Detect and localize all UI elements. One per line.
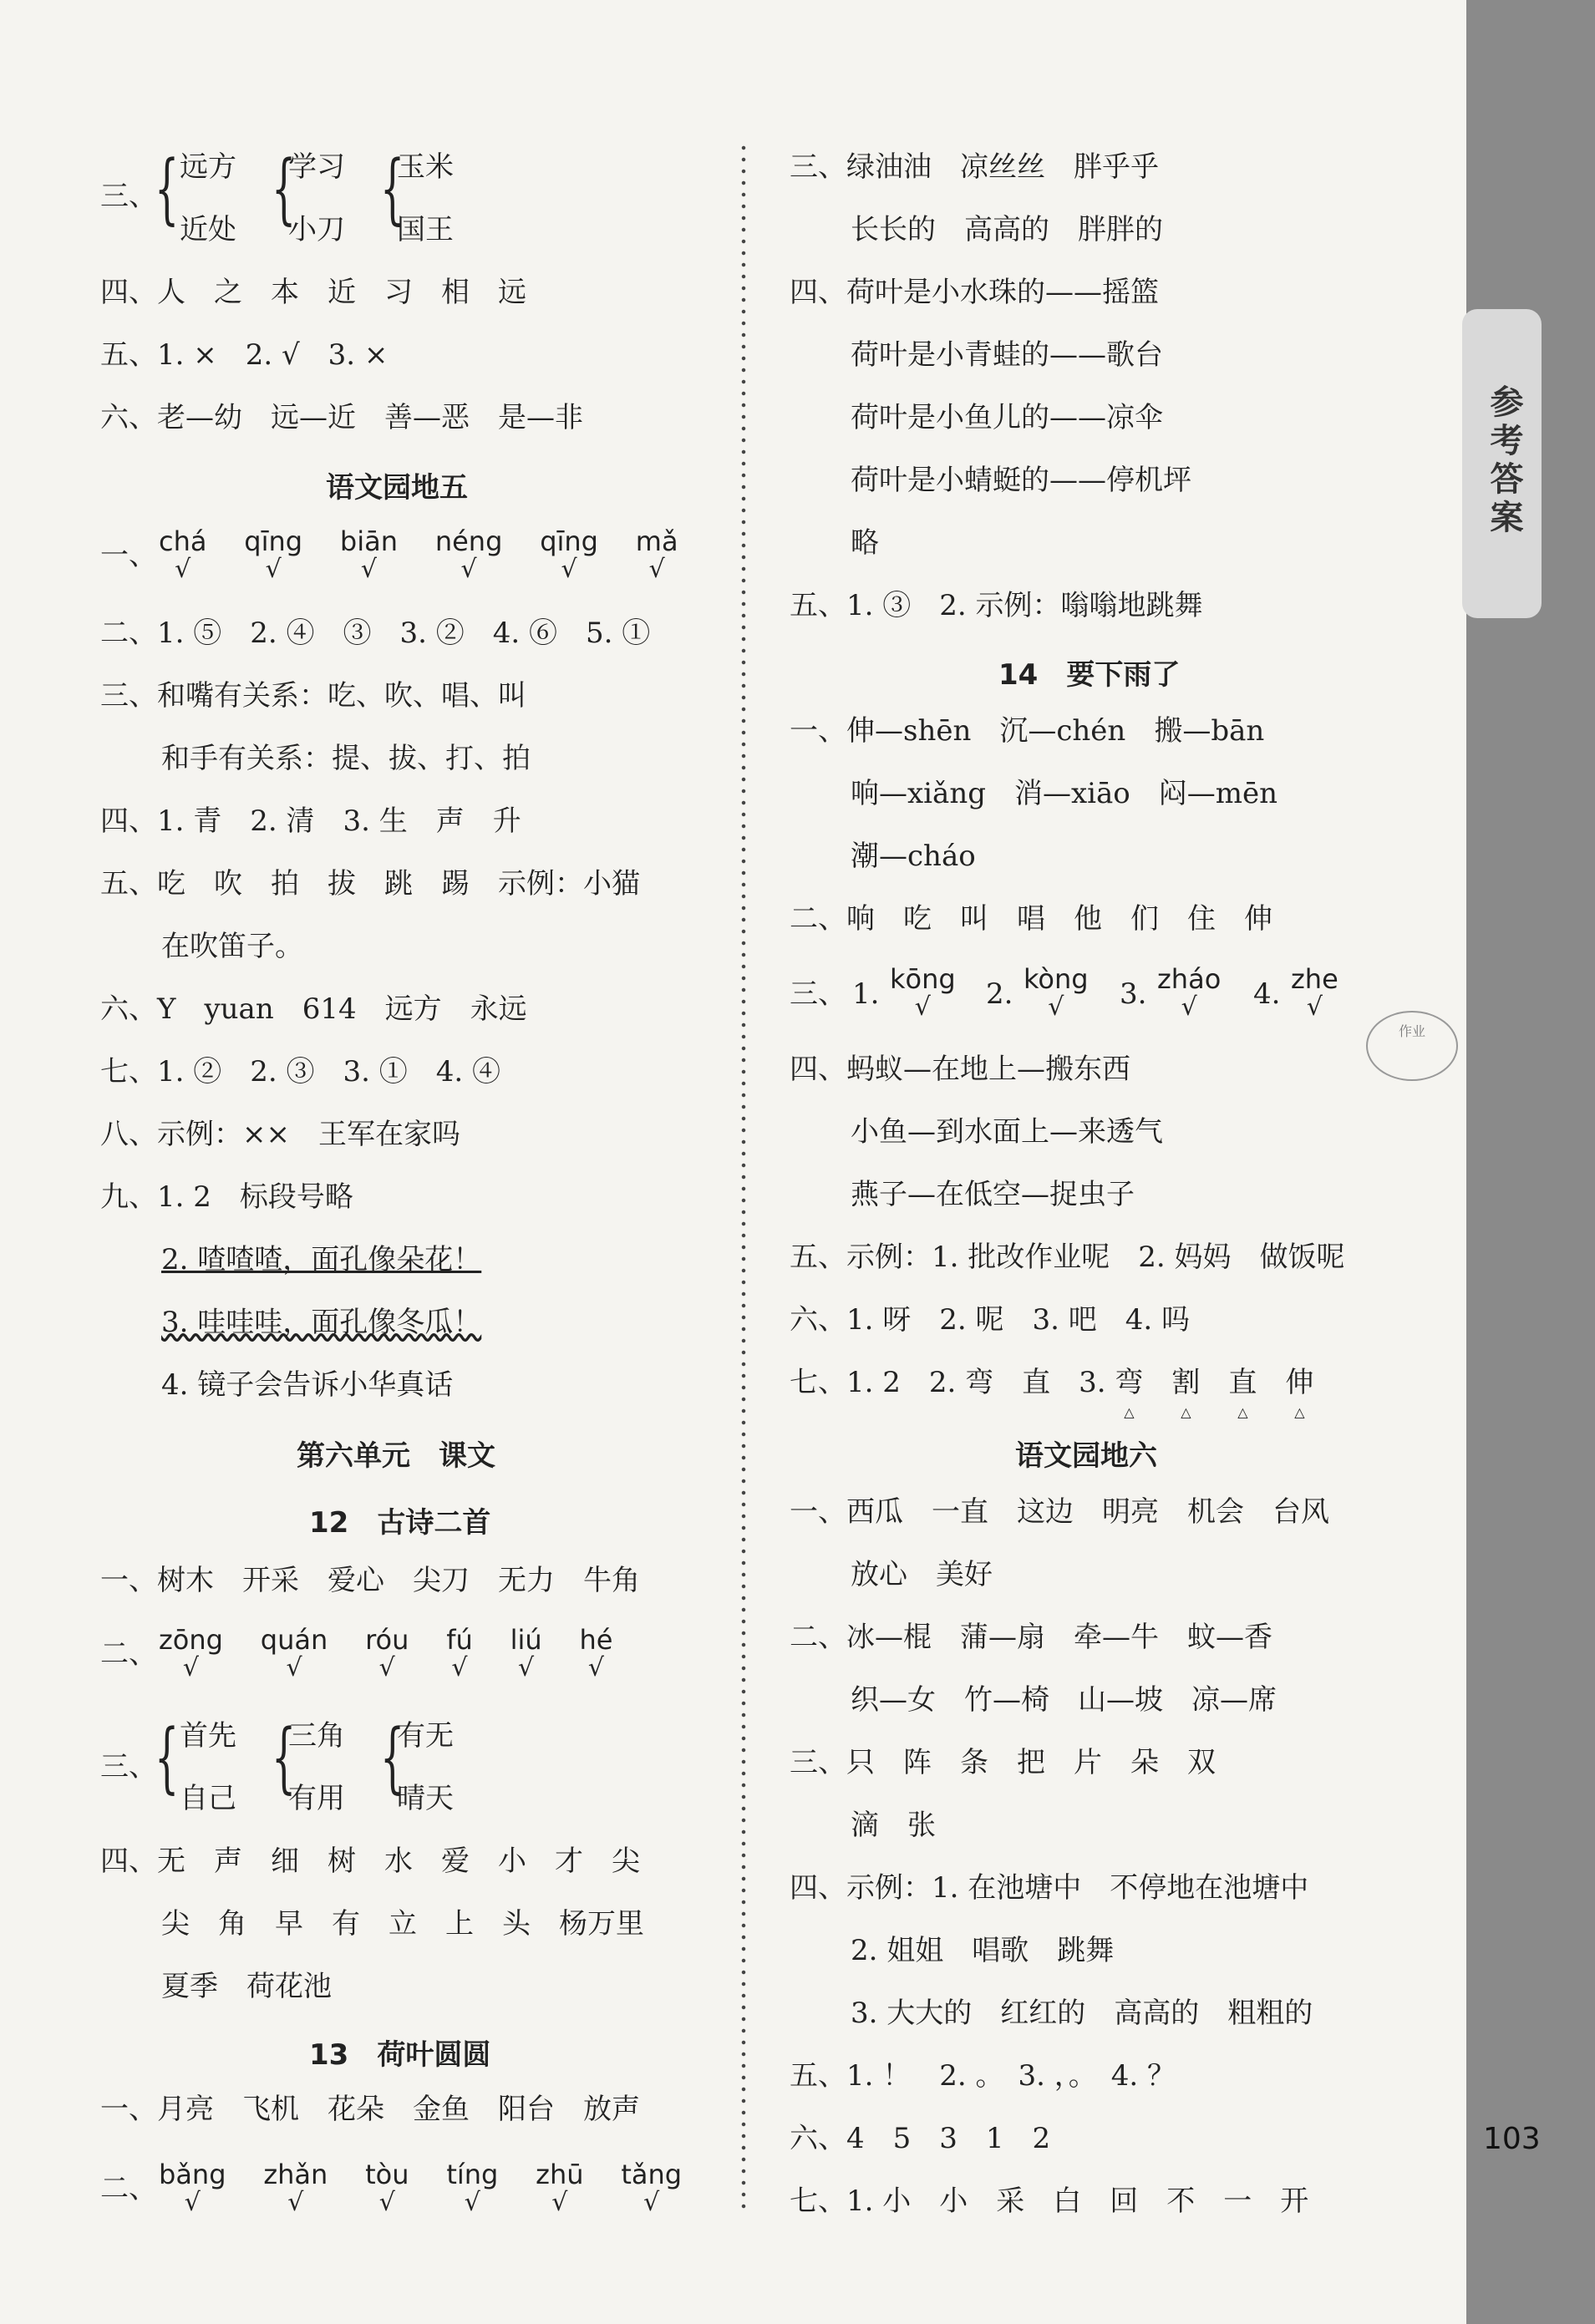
- answer-line: 四、蚂蚁—在地上—搬东西: [790, 1053, 1130, 1086]
- brace: {: [380, 144, 405, 233]
- answer-line: 六、Y yuan 614 远方 永远: [100, 992, 527, 1026]
- pinyin: kòng √: [1024, 963, 1089, 1022]
- answer-line: 六、1. 呀 2. 呢 3. 吧 4. 吗: [790, 1303, 1190, 1337]
- pinyin-row: [159, 2158, 710, 2217]
- answer-line: 一、伸—shēn 沉—chén 搬—bān: [790, 714, 1265, 748]
- answer-line: 滴 张: [851, 1809, 936, 1842]
- pinyin: qīng √: [540, 525, 598, 584]
- pinyin: liú √: [510, 1624, 542, 1682]
- pinyin: quán √: [260, 1624, 328, 1682]
- section-label: 三、: [100, 1750, 157, 1784]
- word: 国王: [397, 213, 454, 246]
- brace: {: [380, 1713, 405, 1802]
- pinyin: tòu √: [365, 2159, 409, 2217]
- answer-line: 四、荷叶是小水珠的——摇篮: [790, 276, 1159, 309]
- answer-line: 七、1. ② 2. ③ 3. ① 4. ④: [100, 1055, 500, 1088]
- word: 三角: [288, 1719, 345, 1753]
- answer-line: 在吹笛子。: [161, 930, 303, 963]
- word: 首先: [180, 1719, 236, 1753]
- section-label: 一、: [100, 539, 157, 572]
- answer-line: 八、示例：×× 王军在家吗: [100, 1118, 460, 1151]
- pinyin: hé √: [579, 1624, 613, 1682]
- pinyin: tǎng √: [621, 2159, 683, 2217]
- answer-line: 燕子—在低空—捉虫子: [851, 1178, 1135, 1211]
- section-label: 三、: [790, 977, 846, 1011]
- section-label: 二、: [100, 1637, 157, 1671]
- pinyin: chá √: [159, 525, 207, 584]
- answer-line: 长长的 高高的 胖胖的: [851, 213, 1163, 246]
- answer-line: 一、月亮 飞机 花朵 金鱼 阳台 放声: [100, 2093, 640, 2126]
- word: 有无: [397, 1719, 454, 1753]
- lesson-heading: 13 荷叶圆圆: [309, 2038, 491, 2072]
- word: 近处: [180, 213, 236, 246]
- answer-line: 五、示例：1. 批改作业呢 2. 妈妈 做饭呢: [790, 1241, 1345, 1274]
- answer-line: 一、西瓜 一直 这边 明亮 机会 台风: [790, 1495, 1329, 1529]
- answer-line: 一、树木 开采 爱心 尖刀 无力 牛角: [100, 1564, 640, 1597]
- answer-line: 4. 镜子会告诉小华真话: [161, 1368, 454, 1402]
- word: 远方: [180, 150, 236, 184]
- answer-line: 略: [851, 526, 879, 560]
- answer-line: 七、1. 小 小 采 白 回 不 一 开: [790, 2184, 1309, 2218]
- answer-line: 响—xiǎng 消—xiāo 闷—mēn: [851, 777, 1278, 810]
- pinyin-row: [159, 525, 707, 584]
- word: 晴天: [397, 1782, 454, 1815]
- answer-line: 五、1. × 2. √ 3. ×: [100, 338, 389, 372]
- pinyin: kōng √: [890, 963, 956, 1022]
- answer-line: 1.: [852, 977, 880, 1011]
- answer-line: 五、1. ！ 2. 。 3. ，。 4. ？: [790, 2059, 1176, 2093]
- pinyin: zhe √: [1291, 963, 1338, 1022]
- answer-line: 五、吃 吹 拍 拔 跳 踢 示例：小猫: [100, 867, 640, 901]
- word: 自己: [180, 1782, 236, 1815]
- pinyin-row: [159, 1623, 641, 1682]
- pinyin: mǎ √: [635, 525, 678, 584]
- unit-heading: 第六单元 课文: [297, 1439, 495, 1473]
- word: 有用: [288, 1782, 345, 1815]
- pinyin: qīng √: [244, 525, 303, 584]
- answer-line: 织—女 竹—椅 山—坡 凉—席: [851, 1683, 1277, 1717]
- answer-line: 荷叶是小鱼儿的——凉伞: [851, 401, 1163, 434]
- lesson-heading: 12 古诗二首: [309, 1506, 491, 1540]
- section-heading: 语文园地六: [1015, 1439, 1157, 1473]
- answer-line: 六、老—幼 远—近 善—恶 是—非: [100, 401, 583, 434]
- answer-line: 荷叶是小青蛙的——歌台: [851, 338, 1163, 372]
- pinyin: bǎng √: [159, 2159, 226, 2217]
- answer-line: 2. 姐姐 唱歌 跳舞: [851, 1934, 1115, 1967]
- answer-line: 二、响 吃 叫 唱 他 们 住 伸: [790, 902, 1272, 936]
- answer-line: 七、1. 2 2. 弯 直 3. 弯 △ 割 △ 直 △ 伸 △: [790, 1366, 1313, 1399]
- brace: {: [272, 144, 297, 233]
- word: 小刀: [288, 213, 345, 246]
- lesson-heading: 14 要下雨了: [998, 658, 1181, 692]
- answer-line: 二、冰—棍 蒲—扇 牵—牛 蚊—香: [790, 1621, 1272, 1654]
- pinyin: biān √: [339, 525, 398, 584]
- answer-line: 3. 大大的 红红的 高高的 粗粗的: [851, 1997, 1313, 2030]
- answer-line: 3. 哇哇哇，面孔像冬瓜！: [161, 1306, 482, 1339]
- brace: {: [155, 1713, 180, 1802]
- answer-line: 四、1. 青 2. 清 3. 生 声 升: [100, 804, 521, 838]
- section-label: 二、: [100, 2172, 157, 2205]
- column-divider: [741, 142, 746, 2214]
- answer-line: 小鱼—到水面上—来透气: [851, 1115, 1163, 1149]
- pinyin: zōng √: [159, 1624, 223, 1682]
- answer-line: 九、1. 2 标段号略: [100, 1180, 353, 1214]
- answer-line: 荷叶是小蜻蜓的——停机坪: [851, 464, 1191, 497]
- word: 学习: [288, 150, 345, 184]
- answer-line: 三、绿油油 凉丝丝 胖乎乎: [790, 150, 1159, 184]
- answer-line: 五、1. ③ 2. 示例：嗡嗡地跳舞: [790, 589, 1203, 622]
- section-label: 三、: [100, 180, 157, 213]
- answer-line: 3.: [1120, 977, 1147, 1011]
- pinyin: zháo √: [1157, 963, 1222, 1022]
- answer-line: 三、和嘴有关系：吃、吹、唱、叫: [100, 679, 526, 713]
- answer-line: 尖 角 早 有 立 上 头 杨万里: [161, 1907, 644, 1941]
- answer-line: 四、人 之 本 近 习 相 远: [100, 276, 526, 309]
- word: 玉米: [397, 150, 454, 184]
- answer-line: 2.: [986, 977, 1013, 1011]
- pinyin: fú √: [446, 1624, 473, 1682]
- answer-line: 放心 美好: [851, 1558, 993, 1591]
- pinyin: róu √: [365, 1624, 409, 1682]
- pinyin: tíng √: [446, 2159, 499, 2217]
- answer-line: 和手有关系：提、拔、打、拍: [161, 742, 531, 775]
- answer-line: 夏季 荷花池: [161, 1970, 332, 2003]
- page-number: 103: [1483, 2122, 1541, 2156]
- answer-line: 四、无 声 细 树 水 爱 小 才 尖: [100, 1844, 640, 1878]
- answer-line: 六、4 5 3 1 2: [790, 2122, 1051, 2155]
- pinyin: néng √: [434, 525, 503, 584]
- answer-line: 2. 喳喳喳，面孔像朵花！: [161, 1243, 482, 1276]
- answer-line: 四、示例：1. 在池塘中 不停地在池塘中: [790, 1871, 1309, 1905]
- answer-key-label: 参考答案: [1485, 384, 1523, 538]
- brace: {: [272, 1713, 297, 1802]
- pinyin: zhǎn √: [263, 2159, 328, 2217]
- answer-line: 潮—cháo: [851, 840, 976, 873]
- answer-line: 二、1. ⑤ 2. ④ ③ 3. ② 4. ⑥ 5. ①: [100, 617, 651, 650]
- answer-line: 三、只 阵 条 把 片 朵 双: [790, 1746, 1216, 1779]
- section-heading: 语文园地五: [326, 471, 468, 505]
- watermark-stamp: 作业: [1366, 1011, 1458, 1081]
- answer-line: 4.: [1253, 977, 1281, 1011]
- brace: {: [155, 144, 180, 233]
- pinyin: zhū √: [536, 2159, 584, 2217]
- answer-key-tab: [1462, 309, 1542, 618]
